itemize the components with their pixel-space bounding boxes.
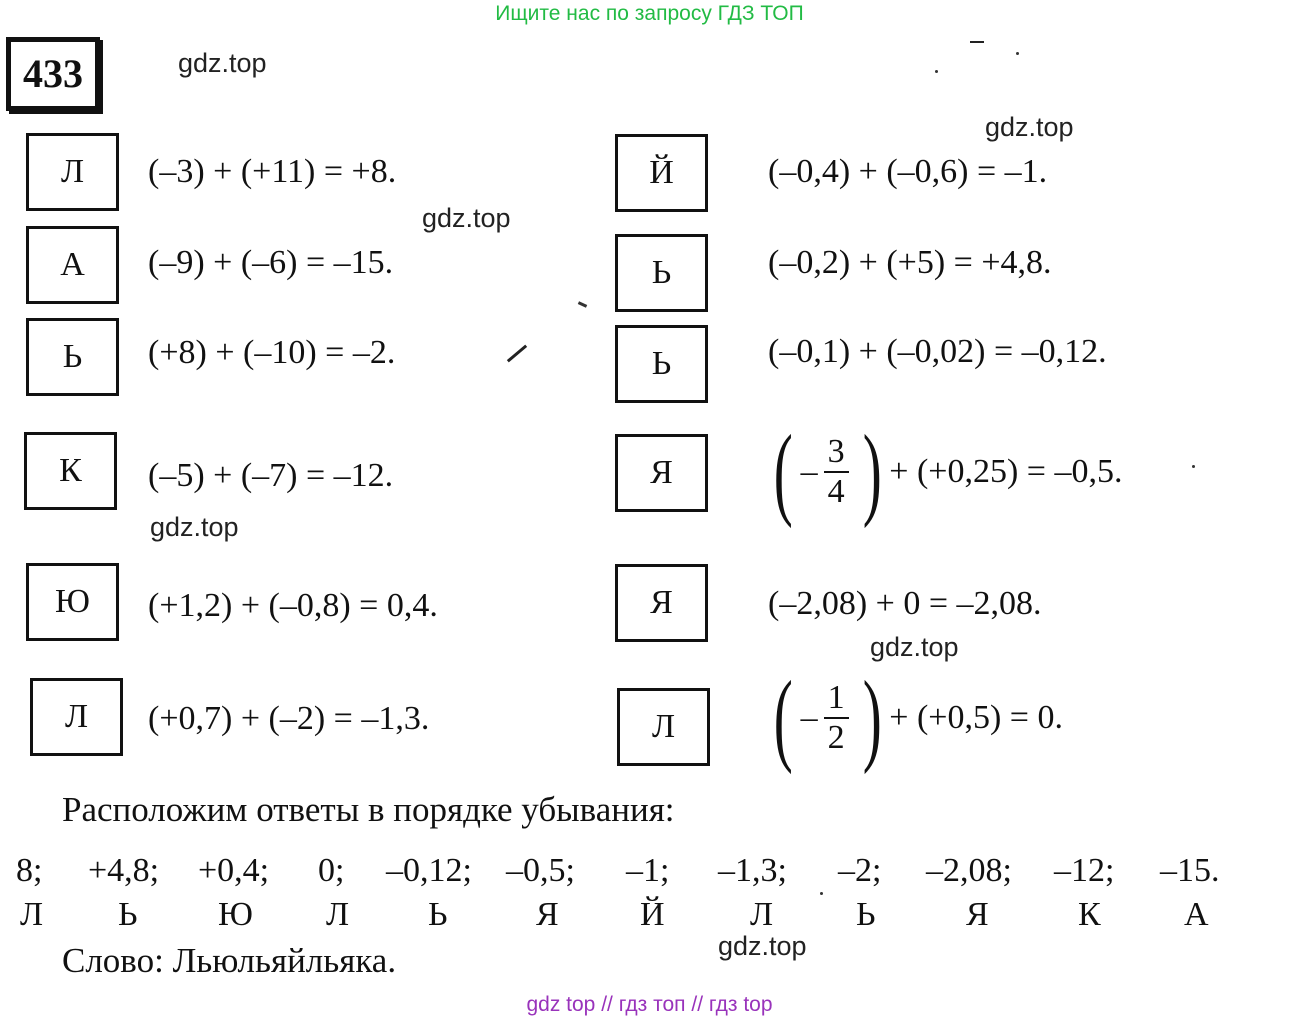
- watermark: gdz.top: [870, 632, 959, 662]
- sequence-value: –15.: [1160, 852, 1220, 889]
- watermark: gdz.top: [718, 931, 807, 961]
- fraction-numerator: 3: [824, 433, 849, 473]
- sequence-value: +0,4;: [198, 852, 270, 889]
- sequence-letter: Я: [966, 896, 989, 933]
- sequence-letter: Й: [640, 896, 665, 933]
- equation: (+8) + (–10) = –2.: [148, 334, 396, 371]
- fraction-sign: –: [800, 453, 818, 490]
- open-paren: (: [773, 660, 793, 775]
- close-paren: ): [862, 660, 882, 775]
- sequence-letter: Л: [326, 896, 350, 933]
- fraction: [824, 679, 849, 757]
- letter-box: Й: [615, 134, 708, 212]
- footer-links: gdz top // гдз топ // гдз top: [526, 993, 773, 1016]
- close-paren: ): [862, 414, 882, 529]
- sequence-value: –0,12;: [386, 852, 472, 889]
- fraction-equation: [766, 660, 1063, 775]
- letter-box: А: [26, 226, 119, 304]
- watermark: gdz.top: [422, 203, 511, 233]
- letter-box: Я: [615, 434, 708, 512]
- scan-speck: [820, 892, 823, 895]
- scan-speck: [578, 301, 587, 308]
- sequence-value: –1;: [626, 852, 670, 889]
- letter-box: Ь: [615, 234, 708, 312]
- sequence-letter: Я: [536, 896, 559, 933]
- sequence-letter: Л: [750, 896, 774, 933]
- letter-box: Л: [30, 678, 123, 756]
- equation: (–0,1) + (–0,02) = –0,12.: [768, 333, 1107, 370]
- sequence-letter: Ю: [218, 896, 253, 933]
- search-banner: Ищите нас по запросу ГДЗ ТОП: [495, 2, 804, 25]
- sequence-value: –0,5;: [506, 852, 575, 889]
- equation-rest: + (+0,5) = 0.: [889, 699, 1063, 736]
- sequence-letter: А: [1184, 896, 1209, 933]
- sequence-letter: К: [1078, 896, 1101, 933]
- watermark: gdz.top: [178, 48, 267, 78]
- sequence-letter: Ь: [856, 896, 876, 933]
- fraction-numerator: 1: [824, 679, 849, 719]
- sequence-letter: Л: [20, 896, 44, 933]
- problem-number: 433: [6, 37, 100, 111]
- equation: (–9) + (–6) = –15.: [148, 244, 394, 281]
- sequence-letter: Ь: [428, 896, 448, 933]
- letter-box: Л: [617, 688, 710, 766]
- letter-box: Я: [615, 564, 708, 642]
- order-heading: Расположим ответы в порядке убывания:: [62, 790, 675, 829]
- equation: (–0,2) + (+5) = +4,8.: [768, 244, 1052, 281]
- equation-rest: + (+0,25) = –0,5.: [889, 453, 1123, 490]
- fraction-denominator: 2: [827, 719, 845, 756]
- sequence-value: 8;: [16, 852, 43, 889]
- sequence-value: –12;: [1054, 852, 1115, 889]
- letter-box: Л: [26, 133, 119, 211]
- watermark: gdz.top: [985, 112, 1074, 142]
- sequence-value: +4,8;: [88, 852, 160, 889]
- fraction-sign: –: [800, 699, 818, 736]
- watermark: gdz.top: [150, 512, 239, 542]
- scan-speck: [970, 41, 984, 43]
- letter-box: Ю: [26, 563, 119, 641]
- equation: (–5) + (–7) = –12.: [148, 457, 394, 494]
- scan-speck: [1192, 465, 1195, 468]
- answer-word: Слово: Льюльяйльяка.: [62, 941, 397, 980]
- letter-box: Ь: [26, 318, 119, 396]
- sequence-value: –2;: [838, 852, 882, 889]
- scan-speck: [507, 345, 527, 363]
- sequence-value: –2,08;: [926, 852, 1012, 889]
- letter-box: Ь: [615, 325, 708, 403]
- fraction-denominator: 4: [827, 473, 845, 510]
- equation: (–3) + (+11) = +8.: [148, 153, 397, 190]
- equation: (–2,08) + 0 = –2,08.: [768, 585, 1042, 622]
- sequence-letter: Ь: [118, 896, 138, 933]
- fraction-equation: [766, 414, 1123, 529]
- sequence-value: 0;: [318, 852, 345, 889]
- open-paren: (: [773, 414, 793, 529]
- scan-speck: [935, 70, 938, 73]
- equation: (–0,4) + (–0,6) = –1.: [768, 153, 1048, 190]
- fraction: [824, 433, 849, 511]
- scan-speck: [1016, 52, 1019, 55]
- sequence-value: –1,3;: [718, 852, 787, 889]
- equation: (+1,2) + (–0,8) = 0,4.: [148, 587, 438, 624]
- equation: (+0,7) + (–2) = –1,3.: [148, 700, 430, 737]
- letter-box: К: [24, 432, 117, 510]
